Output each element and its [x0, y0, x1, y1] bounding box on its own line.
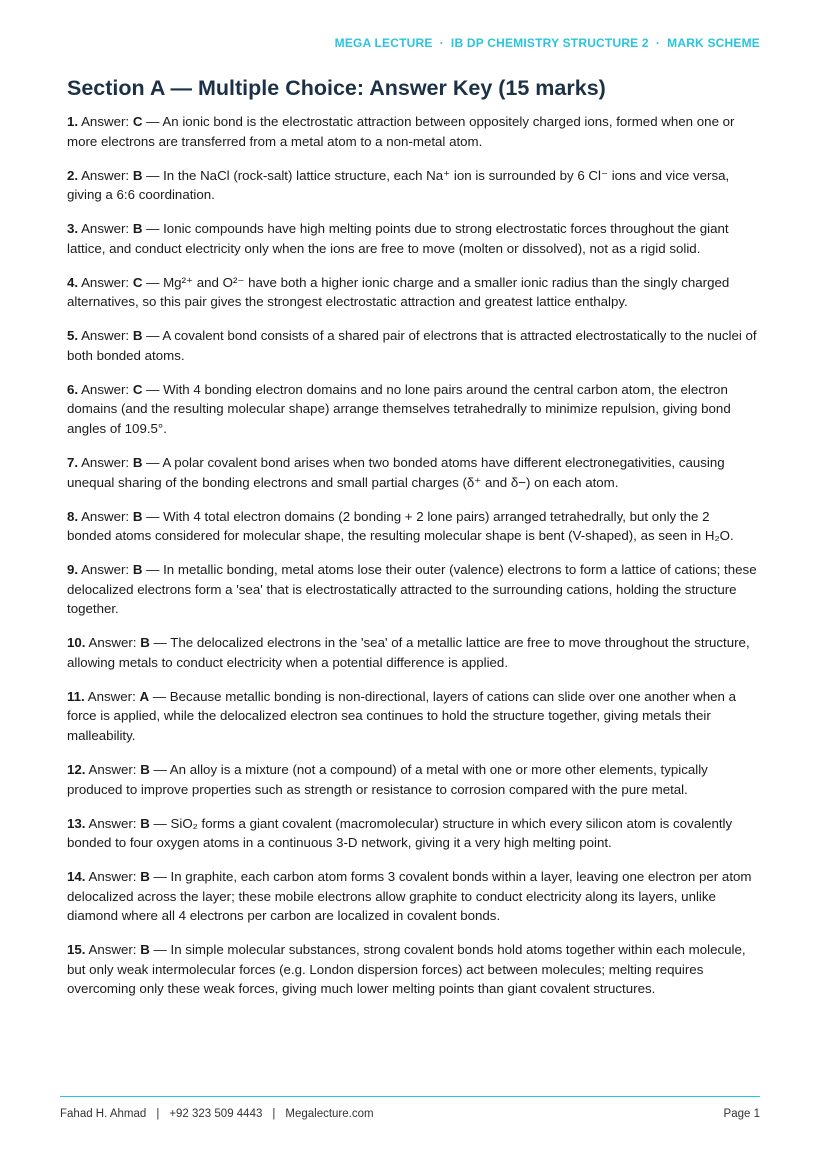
answer-explanation: The delocalized electrons in the 'sea' of a metallic lattice are free to move throughout the structure, allowing metals to conduct electricity when a potential difference is applied.: [67, 635, 750, 670]
footer-phone: +92 323 509 4443: [169, 1108, 263, 1120]
section-title: Section A — Multiple Choice: Answer Key (15 marks): [67, 76, 606, 100]
answer-number: 10.: [67, 635, 86, 651]
answer-prefix: Answer:: [81, 167, 130, 183]
answer-explanation: Because metallic bonding is non-directional, layers of cations can slide over one another when a force is applied, while the delocalized electron sea continues to hold the structure together, giving metals their malleability.: [67, 688, 736, 743]
answer-prefix: Answer:: [81, 381, 130, 397]
answer-prefix: Answer:: [88, 762, 137, 778]
answer-number: 11.: [67, 688, 85, 704]
answer-prefix: Answer:: [81, 508, 130, 524]
header-text: MEGA LECTURE · IB DP CHEMISTRY STRUCTURE 2 · MARK SCHEME: [334, 36, 760, 50]
answer-letter: B: [132, 562, 143, 578]
answer-explanation: In the NaCl (rock-salt) lattice structure, each Na⁺ ion is surrounded by 6 Cl⁻ ions and vice versa, giving a 6:6 coordination.: [67, 167, 730, 203]
answer-item: 11. Answer: A — Because metallic bonding is non-directional, layers of cations can slide over one another when a force is applied, while the delocalized electron sea continues to hold the structure together, giving metals their malleability.: [67, 688, 736, 743]
answer-explanation: With 4 total electron domains (2 bonding + 2 lone pairs) arranged tetrahedrally, but only the 2 bonded atoms considered for molecular shape, the resulting molecular shape is bent (V-shaped), as seen in H₂O.: [67, 508, 734, 544]
answer-letter: C: [132, 274, 143, 290]
answer-explanation: An ionic bond is the electrostatic attraction between oppositely charged ions, formed when one or more electrons are transferred from a metal atom to a non-metal atom.: [67, 114, 735, 149]
answer-item: 12. Answer: B — An alloy is a mixture (not a compound) of a metal with one or more other elements, typically produced to improve properties such as strength or resistance to corrosion compared with the pure metal.: [67, 762, 708, 797]
answer-explanation: A polar covalent bond arises when two bonded atoms have different electronegativities, causing unequal sharing of the bonding electrons and small partial charges (δ⁺ and δ−) on each atom.: [67, 455, 725, 490]
footer-contact: [60, 1108, 374, 1120]
answer-prefix: Answer:: [87, 688, 136, 704]
answer-explanation: A covalent bond consists of a shared pair of electrons that is attracted electrostatically to the nuclei of both bonded atoms.: [67, 328, 757, 363]
answer-explanation: In metallic bonding, metal atoms lose their outer (valence) electrons to form a lattice of cations; these delocalized electrons form a 'sea' that is electrostatically attracted to the surrounding cations, holding the structure together.: [67, 562, 757, 617]
answer-item: 5. Answer: B — A covalent bond consists of a shared pair of electrons that is attracted electrostatically to the nuclei of both bonded atoms.: [67, 328, 757, 363]
answer-letter: B: [140, 815, 150, 831]
answer-item: 15. Answer: B — In simple molecular substances, strong covalent bonds hold atoms together within each molecule, but only weak intermolecular forces (e.g. London dispersion forces) act between molecules; melting requires overcoming only these weak forces, giving much lower melting points than giant covalent structures.: [67, 942, 746, 997]
answer-explanation: An alloy is a mixture (not a compound) of a metal with one or more other elements, typically produced to improve properties such as strength or resistance to corrosion compared with the pure metal.: [67, 762, 708, 797]
answer-number: 13.: [67, 815, 86, 831]
footer-separator: |: [272, 1108, 276, 1120]
answer-number: 7.: [67, 455, 79, 471]
answer-letter: C: [132, 114, 143, 129]
answer-prefix: Answer:: [81, 455, 130, 471]
answer-prefix: Answer:: [81, 114, 130, 129]
answer-explanation: SiO₂ forms a giant covalent (macromolecular) structure in which every silicon atom is covalently bonded to four oxygen atoms in a continuous 3-D network, giving it a very high melting point.: [67, 815, 733, 851]
answer-explanation: Mg²⁺ and O²⁻ have both a higher ionic charge and a smaller ionic radius than the singly charged alternatives, so this pair gives the strongest electrostatic attraction and greatest lattice enthalpy.: [67, 274, 730, 310]
answer-letter: B: [132, 328, 143, 344]
answer-number: 8.: [67, 508, 79, 524]
answer-item: 10. Answer: B — The delocalized electrons in the 'sea' of a metallic lattice are free to move throughout the structure, allowing metals to conduct electricity when a potential difference is applied.: [67, 635, 750, 670]
answer-explanation: In graphite, each carbon atom forms 3 covalent bonds within a layer, leaving one electron per atom delocalized across the layer; these mobile electrons allow graphite to conduct electricity along its layers, unlike diamond where all 4 electrons per carbon are localized in covalent bonds.: [67, 869, 752, 924]
answer-prefix: Answer:: [81, 328, 130, 344]
answer-letter: B: [140, 635, 150, 651]
answer-item: 1. Answer: C — An ionic bond is the electrostatic attraction between oppositely charged ions, formed when one or more electrons are transferred from a metal atom to a non-metal atom.: [67, 114, 735, 149]
answer-number: 15.: [67, 942, 86, 958]
answer-letter: A: [139, 688, 150, 704]
answer-item: 14. Answer: B — In graphite, each carbon atom forms 3 covalent bonds within a layer, leaving one electron per atom delocalized across the layer; these mobile electrons allow graphite to conduct electricity along its layers, unlike diamond where all 4 electrons per carbon are localized in covalent bonds.: [67, 869, 752, 924]
footer-divider: [60, 1096, 760, 1097]
answer-letter: B: [140, 762, 150, 778]
answer-number: 6.: [67, 381, 79, 397]
answer-item: 6. Answer: C — With 4 bonding electron domains and no lone pairs around the central carbon atom, the electron domains (and the resulting molecular shape) arrange themselves tetrahedrally to minimize repulsion, giving bond angles of 109.5°.: [67, 381, 731, 436]
answer-item: 3. Answer: B — Ionic compounds have high melting points due to strong electrostatic forces throughout the giant lattice, and conduct electricity only when the ions are free to move (molten or dissolved), not as a rigid solid.: [67, 221, 729, 256]
answer-prefix: Answer:: [81, 562, 130, 578]
answer-list: [67, 112, 757, 1013]
answer-letter: B: [132, 455, 143, 471]
answer-number: 1.: [67, 114, 79, 129]
footer-site-link[interactable]: Megalecture.com: [285, 1108, 374, 1120]
answer-number: 4.: [67, 274, 79, 290]
answer-letter: B: [140, 942, 150, 958]
answer-letter: C: [132, 381, 143, 397]
answer-prefix: Answer:: [88, 942, 137, 958]
answer-item: 13. Answer: B — SiO₂ forms a giant covalent (macromolecular) structure in which every silicon atom is covalently bonded to four oxygen atoms in a continuous 3-D network, giving it a very high melting point.: [67, 815, 733, 851]
answer-number: 3.: [67, 221, 79, 237]
answer-prefix: Answer:: [88, 635, 137, 651]
answer-explanation: With 4 bonding electron domains and no lone pairs around the central carbon atom, the electron domains (and the resulting molecular shape) arrange themselves tetrahedrally to minimize repulsion, giving bond angles of 109.5°.: [67, 381, 731, 436]
answer-prefix: Answer:: [81, 221, 130, 237]
answer-explanation: Ionic compounds have high melting points due to strong electrostatic forces throughout the giant lattice, and conduct electricity only when the ions are free to move (molten or dissolved), not as a rigid solid.: [67, 221, 729, 256]
answer-prefix: Answer:: [81, 274, 130, 290]
answer-number: 2.: [67, 167, 79, 183]
footer-separator: |: [156, 1108, 160, 1120]
answer-item: 2. Answer: B — In the NaCl (rock-salt) lattice structure, each Na⁺ ion is surrounded by 6 Cl⁻ ions and vice versa, giving a 6:6 coordination.: [67, 167, 730, 203]
answer-number: 5.: [67, 328, 79, 344]
answer-prefix: Answer:: [88, 869, 137, 885]
answer-letter: B: [140, 869, 150, 885]
answer-item: 7. Answer: B — A polar covalent bond arises when two bonded atoms have different electronegativities, causing unequal sharing of the bonding electrons and small partial charges (δ⁺ and δ−) on each atom.: [67, 455, 725, 490]
answer-number: 14.: [67, 869, 86, 885]
answer-number: 12.: [67, 762, 86, 778]
answer-number: 9.: [67, 562, 79, 578]
footer-author: Fahad H. Ahmad: [60, 1108, 147, 1120]
answer-item: 9. Answer: B — In metallic bonding, metal atoms lose their outer (valence) electrons to form a lattice of cations; these delocalized electrons form a 'sea' that is electrostatically attracted to the surrounding cations, holding the structure together.: [67, 562, 757, 617]
answer-prefix: Answer:: [88, 815, 137, 831]
page-number: Page 1: [723, 1108, 760, 1120]
answer-letter: B: [132, 221, 143, 237]
answer-item: 8. Answer: B — With 4 total electron domains (2 bonding + 2 lone pairs) arranged tetrahedrally, but only the 2 bonded atoms considered for molecular shape, the resulting molecular shape is bent (V-shaped), as seen in H₂O.: [67, 508, 734, 544]
answer-explanation: In simple molecular substances, strong covalent bonds hold atoms together within each molecule, but only weak intermolecular forces (e.g. London dispersion forces) act between molecules; melting requires overcoming only these weak forces, giving much lower melting points than giant covalent structures.: [67, 942, 746, 997]
answer-letter: B: [132, 508, 143, 524]
answer-item: 4. Answer: C — Mg²⁺ and O²⁻ have both a higher ionic charge and a smaller ionic radius than the singly charged alternatives, so this pair gives the strongest electrostatic attraction and greatest lattice enthalpy.: [67, 274, 730, 310]
answer-letter: B: [132, 167, 143, 183]
page-header: [335, 36, 760, 50]
